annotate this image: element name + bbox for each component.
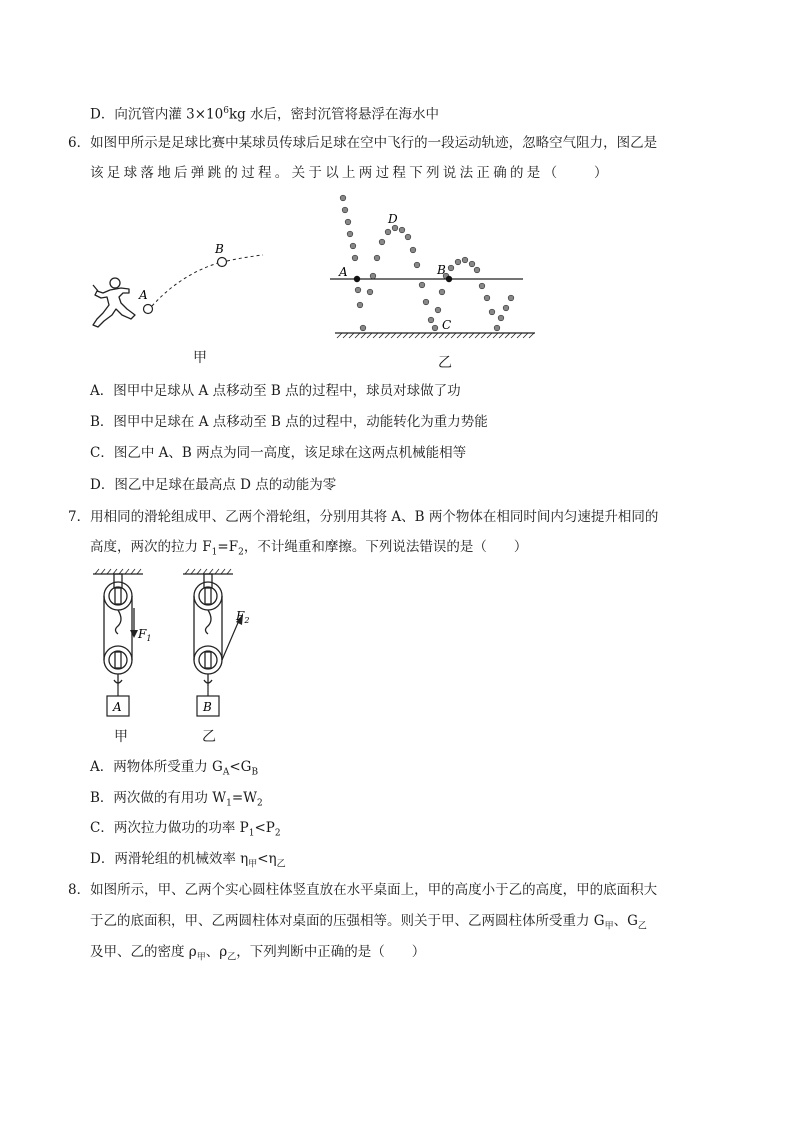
- q7-stem2-mid: =F: [217, 539, 239, 555]
- ball-trajectory: [152, 263, 218, 306]
- q7-option-d: [90, 849, 286, 875]
- q6-figure-jia: [85, 235, 275, 335]
- point-b: [446, 276, 452, 282]
- q7-optB-sub2: 2: [257, 798, 263, 809]
- label-f2-sub: 2: [244, 616, 250, 625]
- q7-stem2-pre: 高度，两次的拉力 F: [90, 539, 212, 555]
- q6-option-d: D．图乙中足球在最高点 D 点的动能为零: [90, 477, 337, 493]
- q6-stem-line1: 6．如图甲所示是足球比赛中某球员传球后足球在空中飞行的一段运动轨迹，忽略空气阻力，图乙是: [68, 135, 658, 151]
- ball-positions: [340, 195, 514, 331]
- label-b: B: [215, 242, 224, 256]
- label-c: C: [442, 318, 452, 332]
- q7-optB-pre: B．两次做的有用功 W: [90, 790, 227, 806]
- ball-at-a: [144, 305, 153, 314]
- q6-option-a: A．图甲中足球从 A 点移动至 B 点的过程中，球员对球做了功: [90, 383, 461, 399]
- label-a: A: [139, 288, 148, 302]
- q7-optB-sub1: 1: [226, 798, 232, 809]
- soccer-player-icon: [93, 278, 135, 327]
- pulley-set-jia: [104, 574, 132, 686]
- q7-caption-jia: 甲: [114, 729, 128, 745]
- q7-optC-mid: <P: [254, 820, 275, 836]
- q7-stem2-sub2: 2: [238, 547, 244, 558]
- q7-optA-pre: A．两物体所受重力 G: [90, 759, 223, 775]
- q5-option-d-exponent: 6: [223, 106, 229, 116]
- ceiling-jia-hatch: [95, 569, 141, 574]
- ceiling-yi-hatch: [185, 569, 231, 574]
- q7-stem-line2: [90, 537, 527, 563]
- box-a-label: A: [113, 700, 122, 714]
- q7-optB-mid: =W: [231, 790, 258, 806]
- ball-trajectory-continued: [227, 255, 263, 261]
- q5-option-d: [90, 101, 439, 125]
- q8-stem-line3: [90, 942, 425, 968]
- arrow-f1-head: [130, 630, 138, 638]
- q7-optD-pre: D．两滑轮组的机械效率 η: [90, 851, 249, 867]
- q8-stem2-pre: 于乙的底面积，甲、乙两圆柱体对桌面的压强相等。则关于甲、乙两圆柱体所受重力 G: [90, 913, 605, 929]
- q7-stem-line1: 7．用相同的滑轮组成甲、乙两个滑轮组，分别用其将 A、B 两个物体在相同时间内匀速提升相同的: [68, 509, 659, 525]
- q8-stem-line1: 8．如图所示，甲、乙两个实心圆柱体竖直放在水平桌面上，甲的高度小于乙的高度，甲的底面积大: [68, 882, 658, 898]
- q7-stem2-post: ，不计绳重和摩擦。下列说法错误的是（ ）: [243, 539, 528, 555]
- q7-optA-sub2: B: [251, 767, 259, 778]
- q6-caption-jia: 甲: [193, 350, 207, 366]
- q7-optA-mid: <G: [229, 759, 252, 775]
- q6-option-c: C．图乙中 A、B 两点为同一高度，该足球在这两点机械能相等: [90, 445, 467, 461]
- q5-option-d-text: D．向沉管内灌 3×10: [90, 106, 224, 123]
- q7-optD-sub1: 甲: [248, 859, 258, 870]
- point-a: [354, 276, 360, 282]
- q8-stem3-sub1: 甲: [196, 952, 206, 963]
- arrow-f2-shaft: [222, 618, 240, 660]
- q7-option-a: [90, 757, 258, 783]
- q7-optC-pre: C．两次拉力做功的功率 P: [90, 820, 249, 836]
- q7-option-b: [90, 788, 263, 814]
- q8-stem3-pre: 及甲、乙的密度 ρ: [90, 944, 197, 960]
- q5-option-d-tail: kg 水后，密封沉管将悬浮在海水中: [228, 106, 440, 123]
- label-f1-sub: 1: [146, 634, 152, 643]
- q7-optD-mid: <η: [257, 851, 277, 867]
- q8-stem-line2: [90, 911, 647, 937]
- q8-stem3-mid: 、ρ: [205, 944, 228, 960]
- box-b-label: B: [203, 700, 212, 714]
- q7-caption-yi: 乙: [202, 729, 216, 745]
- ball-at-b: [218, 258, 227, 267]
- label-b: B: [437, 263, 446, 277]
- q8-stem3-sub2: 乙: [227, 952, 237, 963]
- q8-stem2-sub2: 乙: [637, 921, 647, 932]
- label-f2-main: F: [236, 609, 245, 623]
- q7-pulley-figure: [88, 568, 258, 723]
- pulley-set-yi: [194, 574, 222, 686]
- q6-caption-yi: 乙: [438, 355, 452, 371]
- q6-figure-yi: [325, 190, 540, 350]
- ground-hatch: [337, 333, 534, 338]
- q7-optA-sub1: A: [222, 767, 230, 778]
- q7-stem2-sub1: 1: [211, 547, 218, 558]
- q8-stem2-sub1: 甲: [604, 921, 614, 932]
- q7-optD-sub2: 乙: [276, 859, 286, 870]
- q6-stem-line2: 该足球落地后弹跳的过程。关于以上两过程下列说法正确的是（ ）: [90, 165, 611, 181]
- q8-stem2-mid: 、G: [613, 913, 638, 929]
- q6-option-b: B．图甲中足球在 A 点移动至 B 点的过程中，动能转化为重力势能: [90, 414, 488, 430]
- q7-optC-sub1: 1: [248, 828, 255, 839]
- label-d: D: [388, 212, 398, 226]
- q7-optC-sub2: 2: [274, 828, 281, 839]
- q7-option-c: [90, 818, 281, 844]
- label-f1-main: F: [138, 627, 147, 641]
- label-f1: [137, 627, 151, 643]
- label-a: A: [339, 265, 348, 279]
- q8-stem3-post: ，下列判断中正确的是（ ）: [236, 944, 426, 960]
- label-f2: [235, 609, 249, 625]
